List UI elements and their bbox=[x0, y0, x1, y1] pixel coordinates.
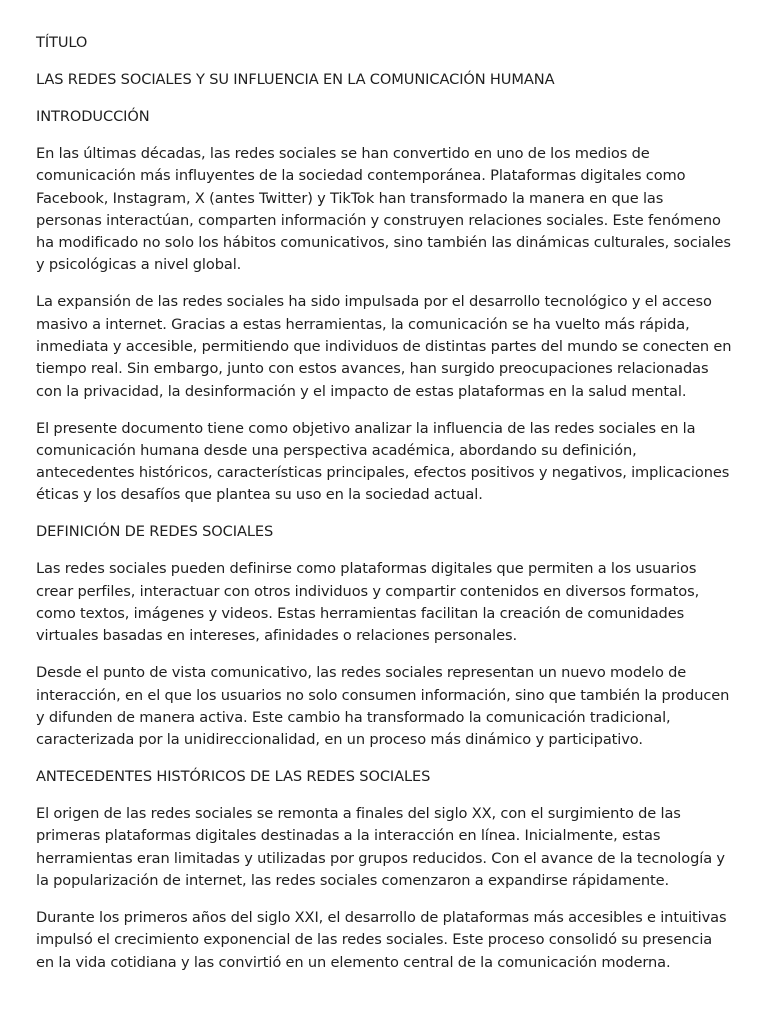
paragraph: La expansión de las redes sociales ha sido impulsada por el desarrollo tecnológico y el acceso masivo a internet. Gracias a estas herramientas, la comunicación se ha vuelto más rápida, inmediata y accesible, permitiendo que individuos de distintas partes del mundo se conecten en tiempo real. Sin embargo, junto con estos avances, han surgido preocupaciones relacionadas con la privacidad, la desinformación y el impacto de estas plataformas en la salud mental. bbox=[36, 293, 732, 400]
paragraph: Desde el punto de vista comunicativo, las redes sociales representan un nuevo modelo de interacción, en el que los usuarios no solo consumen información, sino que también la producen y difunden de manera activa. Este cambio ha transformado la comunicación tradicional, caracterizada por la unidireccionalidad, en un proceso más dinámico y participativo. bbox=[36, 664, 730, 749]
section-heading-definicion: DEFINICIÓN DE REDES SOCIALES bbox=[36, 523, 274, 541]
section-heading-introduccion: INTRODUCCIÓN bbox=[36, 107, 150, 125]
document-title: LAS REDES SOCIALES Y SU INFLUENCIA EN LA COMUNICACIÓN HUMANA bbox=[36, 70, 555, 88]
paragraph: Las redes sociales pueden definirse como plataformas digitales que permiten a los usuarios crear perfiles, interactuar con otros individuos y compartir contenidos en diversos formatos, como textos, imágenes y videos. Estas herramientas facilitan la creación de comunidades virtuales basadas en intereses, afinidades o relaciones personales. bbox=[36, 560, 700, 645]
document-label-title: TÍTULO bbox=[36, 34, 88, 51]
paragraph: Durante los primeros años del siglo XXI, el desarrollo de plataformas más accesibles e intuitivas impulsó el crecimiento exponencial de las redes sociales. Este proceso consolidó su presencia en la vida cotidiana y las convirtió en un elemento central de la comunicación moderna. bbox=[36, 909, 727, 971]
paragraph: En las últimas décadas, las redes sociales se han convertido en uno de los medios de comunicación más influyentes de la sociedad contemporánea. Plataformas digitales como Facebook, Instagram, X (antes Twitter) y TikTok han transformado la manera en que las personas interactúan, comparten información y construyen relaciones sociales. Este fenómeno ha modificado no solo los hábitos comunicativos, sino también las dinámicas culturales, sociales y psicológicas a nivel global. bbox=[36, 144, 731, 274]
section-heading-antecedentes: ANTECEDENTES HISTÓRICOS DE LAS REDES SOCIALES bbox=[36, 768, 431, 786]
paragraph: El presente documento tiene como objetivo analizar la influencia de las redes sociales en la comunicación humana desde una perspectiva académica, abordando su definición, antecedentes históricos, características principales, efectos positivos y negativos, implicaciones éticas y los desafíos que plantea su uso en la sociedad actual. bbox=[36, 419, 730, 504]
paragraph: El origen de las redes sociales se remonta a finales del siglo XX, con el surgimiento de las primeras plataformas digitales destinadas a la interacción en línea. Inicialmente, estas herramientas eran limitadas y utilizadas por grupos reducidos. Con el avance de la tecnología y la popularización de internet, las redes sociales comenzaron a expandirse rápidamente. bbox=[36, 805, 725, 890]
